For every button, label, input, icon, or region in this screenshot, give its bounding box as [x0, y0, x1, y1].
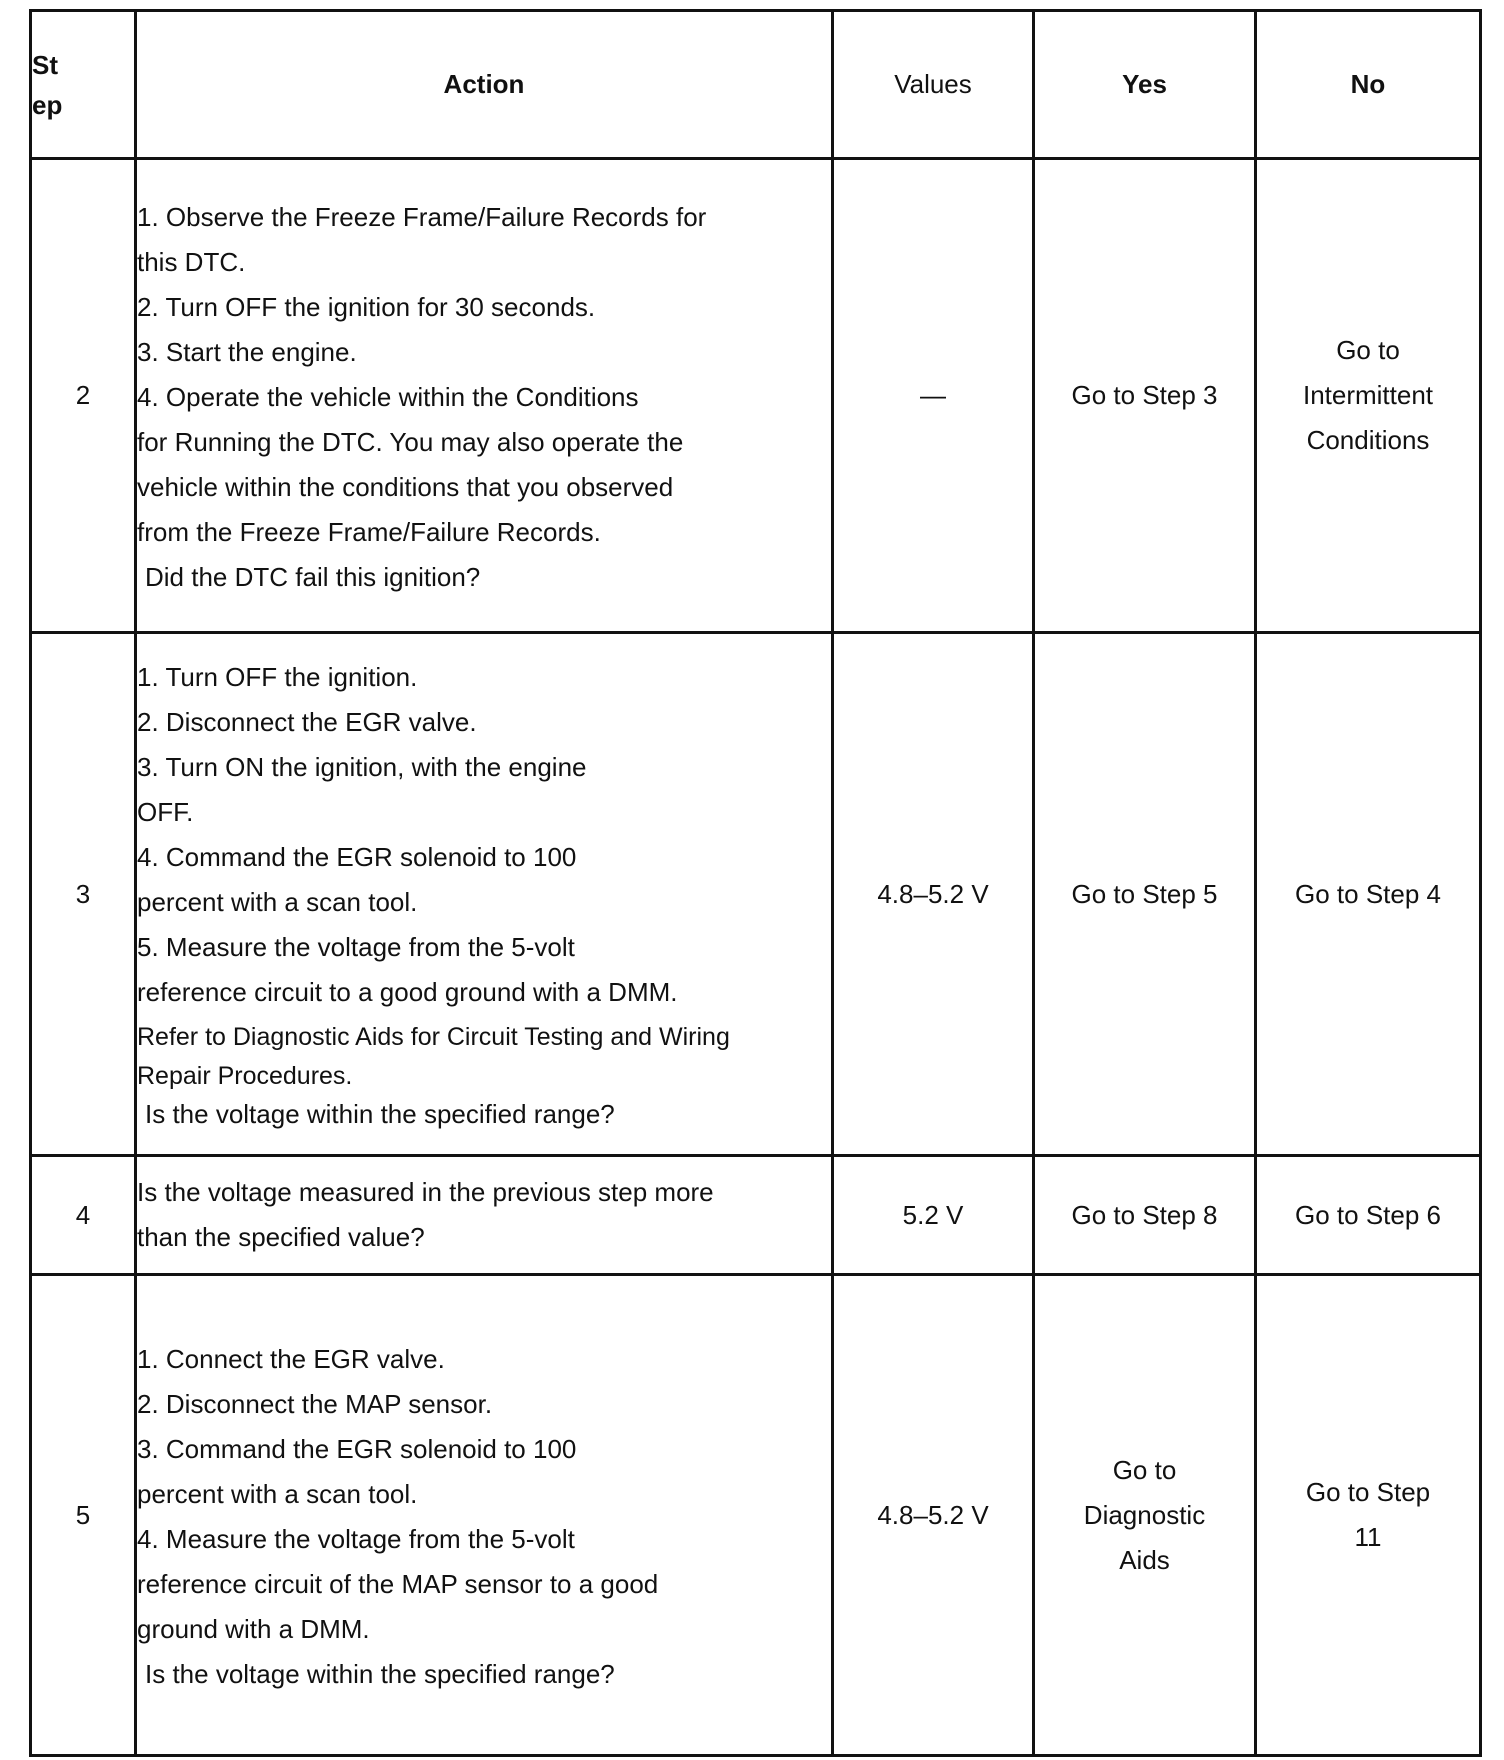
action-cell: [136, 633, 833, 1156]
action-line: percent with a scan tool.: [137, 887, 418, 917]
action-line: 1. Observe the Freeze Frame/Failure Records for: [137, 202, 707, 232]
action-line: 5. Measure the voltage from the 5-volt: [137, 932, 575, 962]
header-values: Values: [833, 11, 1034, 159]
header-step-line2: ep: [32, 89, 63, 120]
values-cell: 5.2 V: [833, 1156, 1034, 1275]
no-text: Go to Step: [1305, 1477, 1431, 1507]
action-line: 3. Turn ON the ignition, with the engine: [137, 752, 587, 782]
table-row: [31, 159, 1481, 633]
step-number: 3: [31, 633, 136, 1156]
action-cell: [136, 159, 833, 633]
yes-cell: [1034, 159, 1256, 633]
header-no: No: [1256, 11, 1481, 159]
step-number: 5: [31, 1275, 136, 1756]
action-line: OFF.: [137, 797, 194, 827]
action-line: percent with a scan tool.: [137, 1479, 418, 1509]
no-cell: [1256, 1156, 1481, 1275]
yes-text: Go to: [1112, 1454, 1177, 1485]
action-line: 4. Measure the voltage from the 5-volt: [137, 1524, 575, 1554]
action-question: Did the DTC fail this ignition?: [145, 562, 481, 592]
header-action: Action: [136, 11, 833, 159]
yes-cell: [1034, 633, 1256, 1156]
yes-cell: [1034, 1275, 1256, 1756]
action-question: Is the voltage within the specified range?: [145, 1099, 615, 1129]
action-line: 2. Disconnect the MAP sensor.: [137, 1389, 493, 1419]
action-line: 4. Command the EGR solenoid to 100: [137, 842, 577, 872]
yes-text: Go to Step 8: [1071, 1199, 1218, 1230]
action-line: 2. Turn OFF the ignition for 30 seconds.: [137, 292, 596, 322]
header-step: [31, 11, 136, 159]
action-line: Repair Procedures.: [137, 1062, 353, 1090]
no-cell: [1256, 1275, 1481, 1756]
header-row: [31, 11, 1481, 159]
yes-text: Go to Step 5: [1071, 878, 1218, 909]
action-line: ground with a DMM.: [137, 1614, 370, 1644]
action-line: 4. Operate the vehicle within the Conditions: [137, 382, 639, 412]
no-text: Go to Step 4: [1295, 878, 1441, 909]
action-line: this DTC.: [137, 247, 246, 277]
action-line: than the specified value?: [137, 1222, 425, 1252]
values-cell: 4.8–5.2 V: [833, 1275, 1034, 1756]
no-cell: [1256, 633, 1481, 1156]
action-line: reference circuit to a good ground with a DMM.: [137, 977, 678, 1007]
table-row: [31, 1275, 1481, 1756]
action-line: vehicle within the conditions that you observed: [137, 472, 674, 502]
action-line: 3. Start the engine.: [137, 337, 357, 367]
no-text: 11: [1354, 1522, 1382, 1552]
action-line: 3. Command the EGR solenoid to 100: [137, 1434, 577, 1464]
header-yes: Yes: [1034, 11, 1256, 159]
action-cell: [136, 1156, 833, 1275]
action-cell: [136, 1275, 833, 1756]
no-text: Go to Step 6: [1295, 1199, 1441, 1230]
action-line: Is the voltage measured in the previous step more: [137, 1177, 714, 1207]
no-text: Intermittent: [1302, 380, 1434, 410]
action-line: 1. Turn OFF the ignition.: [137, 662, 418, 692]
action-line: 1. Connect the EGR valve.: [137, 1344, 445, 1374]
action-line: reference circuit of the MAP sensor to a good: [137, 1569, 659, 1599]
table-row: [31, 1156, 1481, 1275]
step-number: 2: [31, 159, 136, 633]
values-cell: 4.8–5.2 V: [833, 633, 1034, 1156]
action-question: Is the voltage within the specified range?: [145, 1659, 615, 1689]
action-line: from the Freeze Frame/Failure Records.: [137, 517, 601, 547]
yes-text: Diagnostic: [1083, 1499, 1206, 1530]
diagnostic-table: [29, 9, 1482, 1757]
header-step-line1: St: [32, 49, 58, 80]
action-line: for Running the DTC. You may also operate the: [137, 427, 684, 457]
yes-cell: [1034, 1156, 1256, 1275]
step-number: 4: [31, 1156, 136, 1275]
no-text: Conditions: [1306, 425, 1430, 455]
values-cell: —: [833, 159, 1034, 633]
action-line: Refer to Diagnostic Aids for Circuit Testing and Wiring: [137, 1023, 730, 1051]
no-text: Go to: [1336, 335, 1400, 365]
no-cell: [1256, 159, 1481, 633]
table-row: [31, 633, 1481, 1156]
yes-text: Aids: [1119, 1544, 1170, 1575]
action-line: 2. Disconnect the EGR valve.: [137, 707, 477, 737]
yes-text: Go to Step 3: [1071, 380, 1218, 410]
